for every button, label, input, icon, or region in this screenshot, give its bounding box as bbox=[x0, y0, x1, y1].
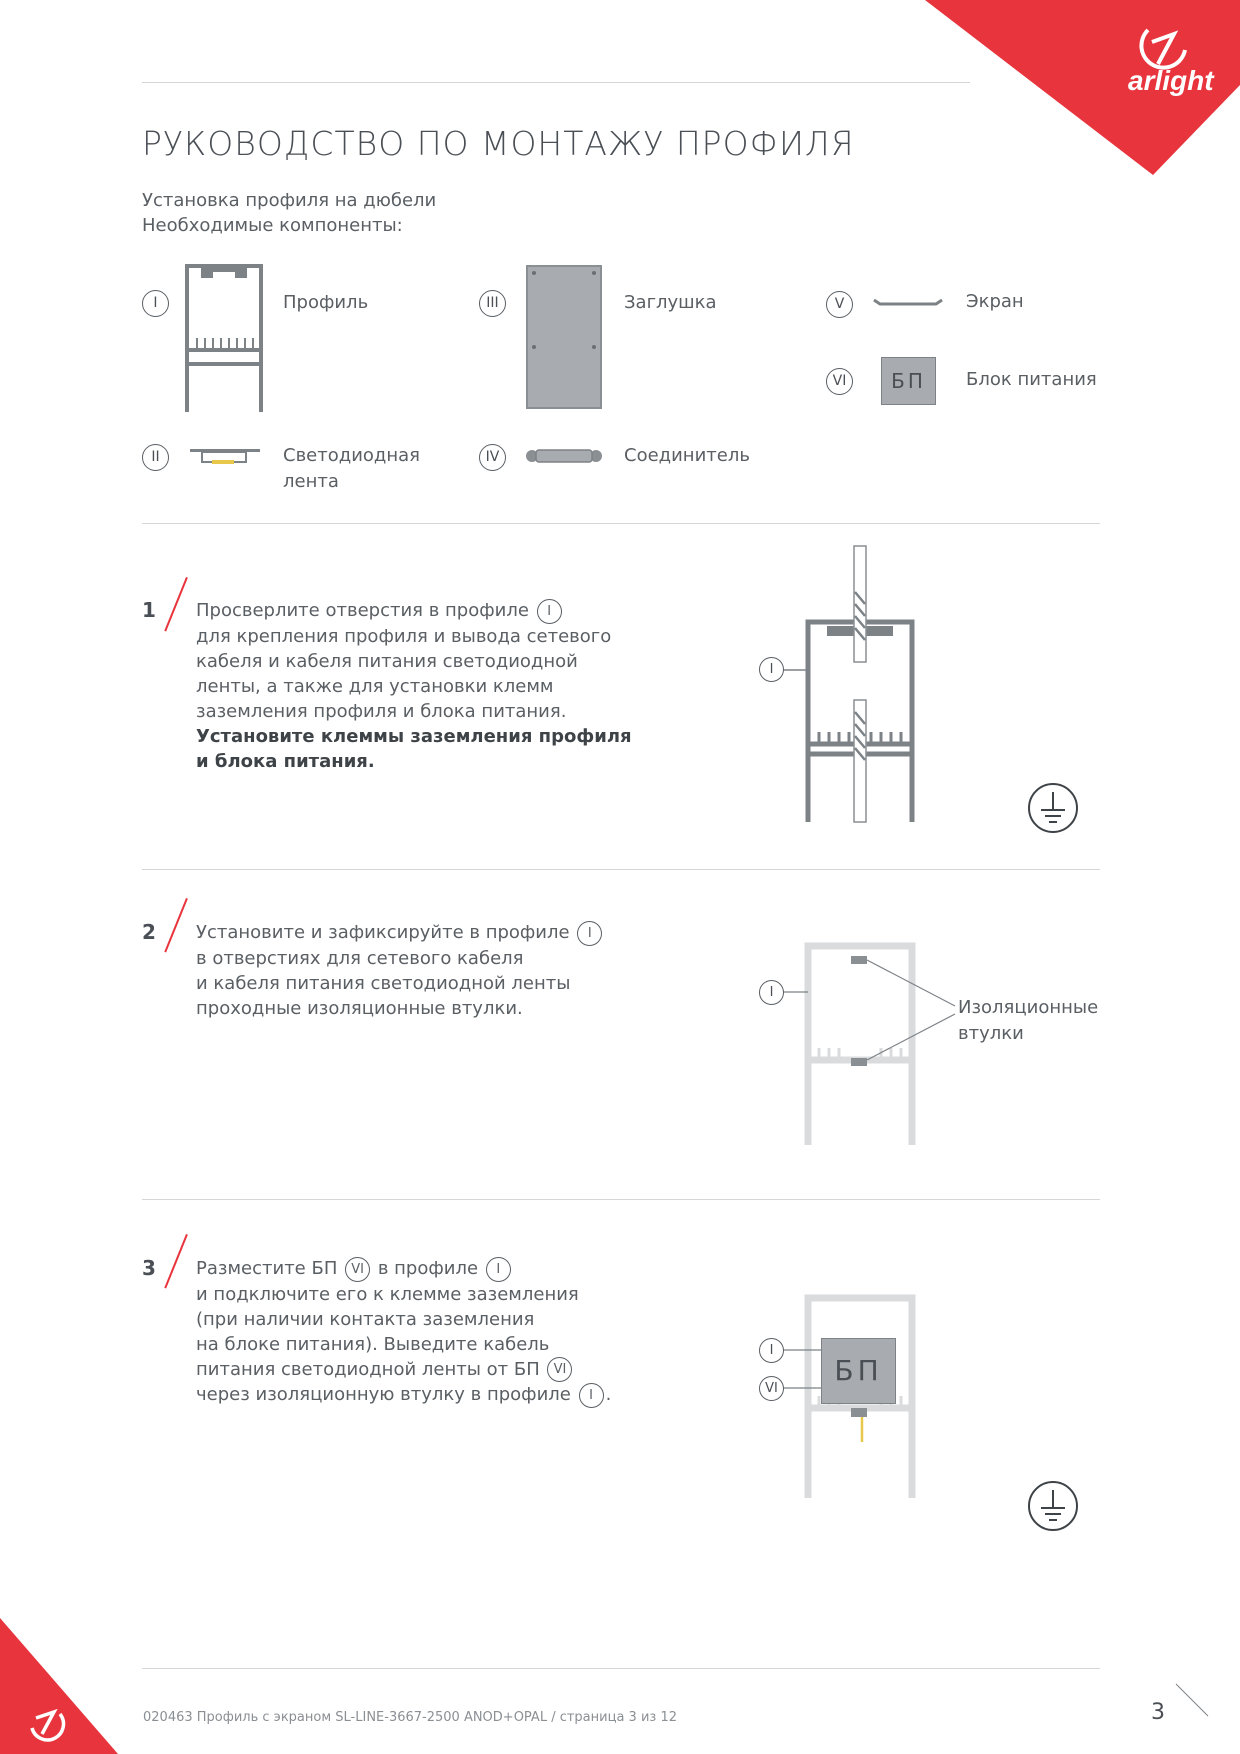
step-3-ref-i-1: I bbox=[486, 1257, 511, 1282]
step-1-bold-line-2: и блока питания. bbox=[196, 750, 375, 772]
step-1-slash bbox=[164, 577, 188, 632]
divider-1 bbox=[142, 523, 1100, 524]
step-1-text bbox=[196, 598, 632, 774]
profile-icon bbox=[183, 262, 265, 412]
step-1-drill-diagram bbox=[755, 540, 1085, 840]
component-label-connector: Соединитель bbox=[624, 445, 750, 466]
component-number-iii: III bbox=[479, 290, 506, 317]
step-3-callout-i: I bbox=[759, 1338, 784, 1363]
step-3-psu-text: БП bbox=[834, 1354, 883, 1387]
step-2-ref-i: I bbox=[577, 921, 602, 946]
led-strip-icon bbox=[188, 446, 262, 468]
step-3-line-3: (при наличии контакта заземления bbox=[196, 1308, 535, 1330]
ground-symbol-icon bbox=[1029, 784, 1077, 832]
component-number-ii: II bbox=[142, 444, 169, 471]
power-supply-icon-text: БП bbox=[891, 369, 926, 393]
step-2-annotation-line-1: Изоляционные bbox=[958, 997, 1099, 1018]
component-number-iv: IV bbox=[479, 444, 506, 471]
step-1-line-5: заземления профиля и блока питания. bbox=[196, 700, 567, 722]
brand-logo bbox=[1070, 20, 1240, 105]
component-label-profile: Профиль bbox=[283, 292, 369, 313]
step-1-callout-i: I bbox=[759, 657, 784, 682]
step-3-number: 3 bbox=[142, 1256, 156, 1280]
step-3-line-4: на блоке питания). Выведите кабель bbox=[196, 1333, 550, 1355]
step-2-line-4: проходные изоляционные втулки. bbox=[196, 997, 523, 1019]
subtitle-line-2: Необходимые компоненты: bbox=[142, 215, 403, 236]
step-3-slash bbox=[164, 1234, 188, 1289]
connector-icon bbox=[525, 446, 603, 466]
step-2-text bbox=[196, 920, 604, 1021]
page-title: РУКОВОДСТВО ПО МОНТАЖУ ПРОФИЛЯ bbox=[142, 124, 855, 163]
footer-divider bbox=[142, 1668, 1100, 1669]
brand-logo-text: arlight bbox=[1128, 65, 1214, 96]
step-3-text bbox=[196, 1256, 611, 1408]
step-3-ref-vi-1: VI bbox=[345, 1257, 370, 1282]
step-2-slash bbox=[164, 898, 188, 953]
subtitle-line-1: Установка профиля на дюбели bbox=[142, 190, 437, 211]
step-3-ref-i-2: I bbox=[579, 1383, 604, 1408]
step-3-psu-diagram bbox=[755, 1290, 1085, 1540]
page-number-slash bbox=[1172, 1680, 1212, 1720]
step-3-line-5: питания светодиодной ленты от БП bbox=[196, 1358, 540, 1380]
step-2-line-2: в отверстиях для сетевого кабеля bbox=[196, 947, 524, 969]
step-2-line-3: и кабеля питания светодиодной ленты bbox=[196, 972, 571, 994]
component-label-led-strip-1: Светодиодная bbox=[283, 445, 420, 466]
step-2-number: 2 bbox=[142, 920, 156, 944]
step-1-ref-i: I bbox=[537, 599, 562, 624]
corner-triangle-bottom bbox=[0, 1610, 130, 1754]
step-1-line-4: ленты, а также для установки клемм bbox=[196, 675, 554, 697]
footer-text: 020463 Профиль с экраном SL-LINE-3667-2500 ANOD+OPAL / страница 3 из 12 bbox=[143, 1710, 677, 1725]
step-1-line-3: кабеля и кабеля питания светодиодной bbox=[196, 650, 578, 672]
step-3-line-1a: Разместите БП bbox=[196, 1258, 338, 1279]
component-label-end-cap: Заглушка bbox=[624, 292, 717, 313]
power-supply-icon bbox=[881, 357, 936, 405]
component-number-i: I bbox=[142, 290, 169, 317]
step-1-line-1: Просверлите отверстия в профиле bbox=[196, 600, 529, 621]
step-3-line-1b: в профиле bbox=[377, 1258, 479, 1279]
ground-symbol-icon-2 bbox=[1029, 1482, 1077, 1530]
step-3-line-2: и подключите его к клемме заземления bbox=[196, 1283, 579, 1305]
step-3-line-6: через изоляционную втулку в профиле bbox=[196, 1384, 571, 1405]
page-number: 3 bbox=[1151, 1700, 1165, 1725]
step-3-callout-vi: VI bbox=[759, 1376, 784, 1401]
component-label-screen: Экран bbox=[966, 291, 1024, 312]
diffuser-screen-icon bbox=[872, 296, 944, 308]
step-1-bold-line-1: Установите клеммы заземления профиля bbox=[196, 725, 632, 747]
divider-3 bbox=[142, 1199, 1100, 1200]
step-1-line-2: для крепления профиля и вывода сетевого bbox=[196, 625, 612, 647]
step-3-ref-vi-2: VI bbox=[547, 1357, 572, 1382]
component-number-vi: VI bbox=[826, 368, 853, 395]
divider-2 bbox=[142, 869, 1100, 870]
step-1-number: 1 bbox=[142, 598, 156, 622]
step-2-annotation-line-2: втулки bbox=[958, 1023, 1024, 1044]
component-number-v: V bbox=[826, 291, 853, 318]
component-label-led-strip-2: лента bbox=[283, 471, 339, 492]
component-label-power-supply: Блок питания bbox=[966, 369, 1097, 390]
step-2-line-1: Установите и зафиксируйте в профиле bbox=[196, 922, 570, 943]
step-3-power-supply-block bbox=[821, 1338, 896, 1404]
top-divider bbox=[142, 82, 970, 83]
end-cap-icon bbox=[525, 264, 603, 410]
step-3-line-6-end: . bbox=[605, 1384, 612, 1405]
step-2-callout-i: I bbox=[759, 980, 784, 1005]
step-2-bushing-diagram bbox=[755, 940, 965, 1150]
